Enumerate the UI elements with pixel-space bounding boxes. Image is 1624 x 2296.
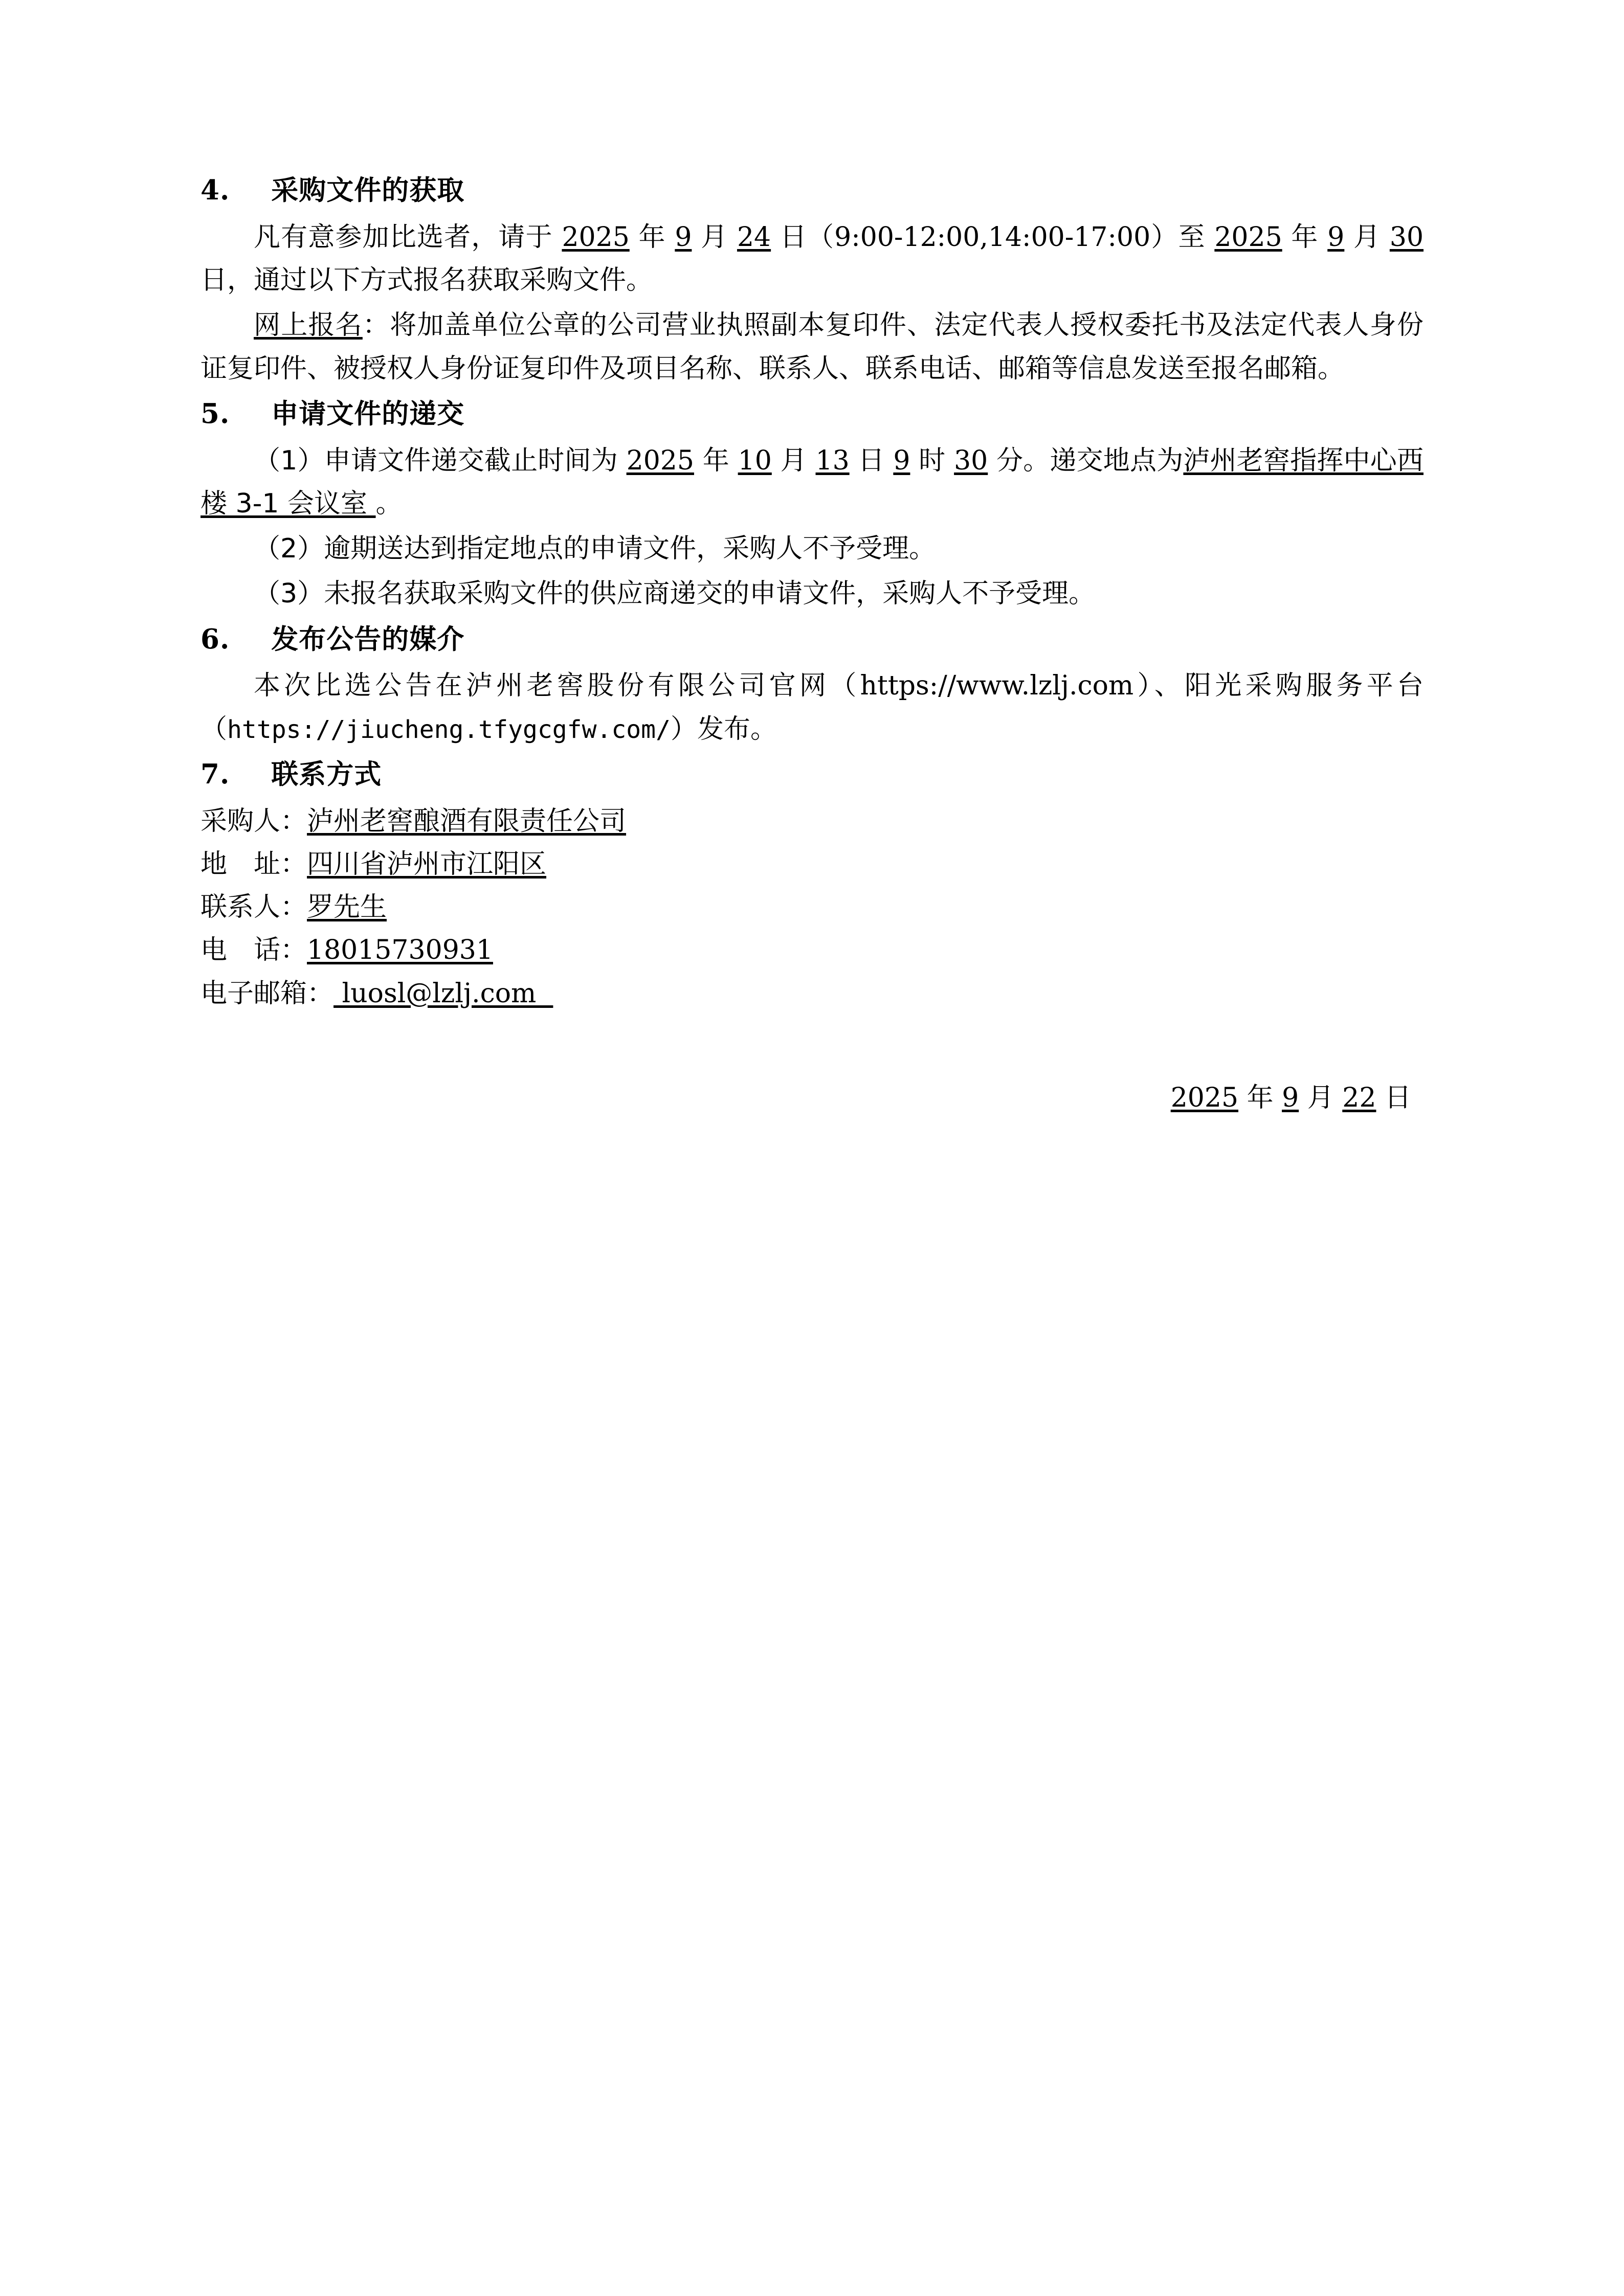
announcement-media-paragraph: 本次比选公告在泸州老窖股份有限公司官网（https://www.lzlj.com）、阳光采购服务平台（https://jiucheng.tfygcgfw.com/）发布。 xyxy=(201,670,1423,745)
signature-date xyxy=(201,1076,1423,1119)
email-line xyxy=(201,972,1423,1015)
submission-year: 2025 xyxy=(626,445,694,476)
section-5 xyxy=(201,392,1423,616)
online-registration-text: ：将加盖单位公章的公司营业执照副本复印件、法定代表人授权委托书及法定代表人身份证复印件、被授权人身份证复印件及项目名称、联系人、联系电话、邮箱等信息发送至报名邮箱。 xyxy=(201,310,1423,384)
registration-end-day: 30 xyxy=(1389,221,1424,253)
submission-month: 10 xyxy=(738,445,772,476)
section-7 xyxy=(201,753,1423,1015)
submission-location: 泸州老窖指挥中心西楼 3-1 会议室 xyxy=(201,445,1424,519)
procurement-platform-url: https://jiucheng.tfygcgfw.com/ xyxy=(227,715,671,744)
section-4-heading xyxy=(201,169,1423,213)
section-5-heading xyxy=(201,392,1423,436)
signature-year-unit: 年 xyxy=(1247,1082,1274,1113)
official-website-url: https://www.lzlj.com xyxy=(860,670,1134,702)
registration-start-year: 2025 xyxy=(562,221,630,253)
telephone-line xyxy=(201,929,1423,972)
submission-minute: 30 xyxy=(954,445,988,476)
telephone-value: 18015730931 xyxy=(307,935,493,966)
online-registration-label: 网上报名 xyxy=(254,310,363,341)
signature-day: 22 xyxy=(1342,1082,1376,1113)
address-value: 四川省泸州市江阳区 xyxy=(307,849,547,880)
registration-start-day: 24 xyxy=(737,221,771,253)
section-4-number: 4. xyxy=(201,174,230,206)
online-registration-paragraph xyxy=(201,304,1423,390)
signature-year: 2025 xyxy=(1170,1082,1239,1113)
signature-month-unit: 月 xyxy=(1307,1082,1334,1113)
section-4 xyxy=(201,169,1423,390)
section-6-number: 6. xyxy=(201,623,230,655)
section-7-title: 联系方式 xyxy=(271,758,382,790)
late-submission-paragraph: （2）逾期送达到指定地点的申请文件，采购人不予受理。 xyxy=(254,533,936,565)
contact-person-line xyxy=(201,886,1423,929)
purchaser-line xyxy=(201,800,1423,843)
document-body xyxy=(201,169,1423,1119)
registration-hours: 9:00-12:00,14:00-17:00 xyxy=(834,221,1151,253)
section-6-heading xyxy=(201,618,1423,662)
registration-window-paragraph: 凡有意参加比选者，请于 2025 年 9 月 24 日（9:00-12:00,14:00-17:00）至 2025 年 9 月 30 日，通过以下方式报名获取采购文件。 xyxy=(201,221,1424,296)
telephone-label: 电 话： xyxy=(201,935,307,966)
registration-end-year: 2025 xyxy=(1214,221,1282,253)
unregistered-supplier-paragraph: （3）未报名获取采购文件的供应商递交的申请文件，采购人不予受理。 xyxy=(254,578,1096,610)
submission-day: 13 xyxy=(815,445,850,476)
submission-hour: 9 xyxy=(893,445,910,476)
section-6 xyxy=(201,618,1423,751)
signature-month: 9 xyxy=(1282,1082,1299,1113)
section-5-title: 申请文件的递交 xyxy=(271,398,465,430)
email-label: 电子邮箱： xyxy=(201,978,334,1009)
section-7-heading xyxy=(201,753,1423,797)
contact-person-label: 联系人： xyxy=(201,892,307,923)
address-line xyxy=(201,843,1423,886)
signature-day-unit: 日 xyxy=(1384,1082,1411,1113)
registration-end-month: 9 xyxy=(1327,221,1345,253)
section-6-title: 发布公告的媒介 xyxy=(271,623,465,655)
submission-deadline-paragraph: （1）申请文件递交截止时间为 2025 年 10 月 13 日 9 时 30 分。递交地点为泸州老窖指挥中心西楼 3-1 会议室 。 xyxy=(201,445,1424,519)
email-value: luosl@lzlj.com xyxy=(333,978,553,1009)
section-7-number: 7. xyxy=(201,758,230,790)
address-label: 地 址： xyxy=(201,849,307,880)
purchaser-label: 采购人： xyxy=(201,805,307,837)
section-4-title: 采购文件的获取 xyxy=(271,175,465,206)
contact-person-value: 罗先生 xyxy=(307,892,387,923)
section-5-number: 5. xyxy=(201,397,230,430)
registration-start-month: 9 xyxy=(675,221,692,253)
purchaser-value: 泸州老窖酿酒有限责任公司 xyxy=(307,805,627,837)
